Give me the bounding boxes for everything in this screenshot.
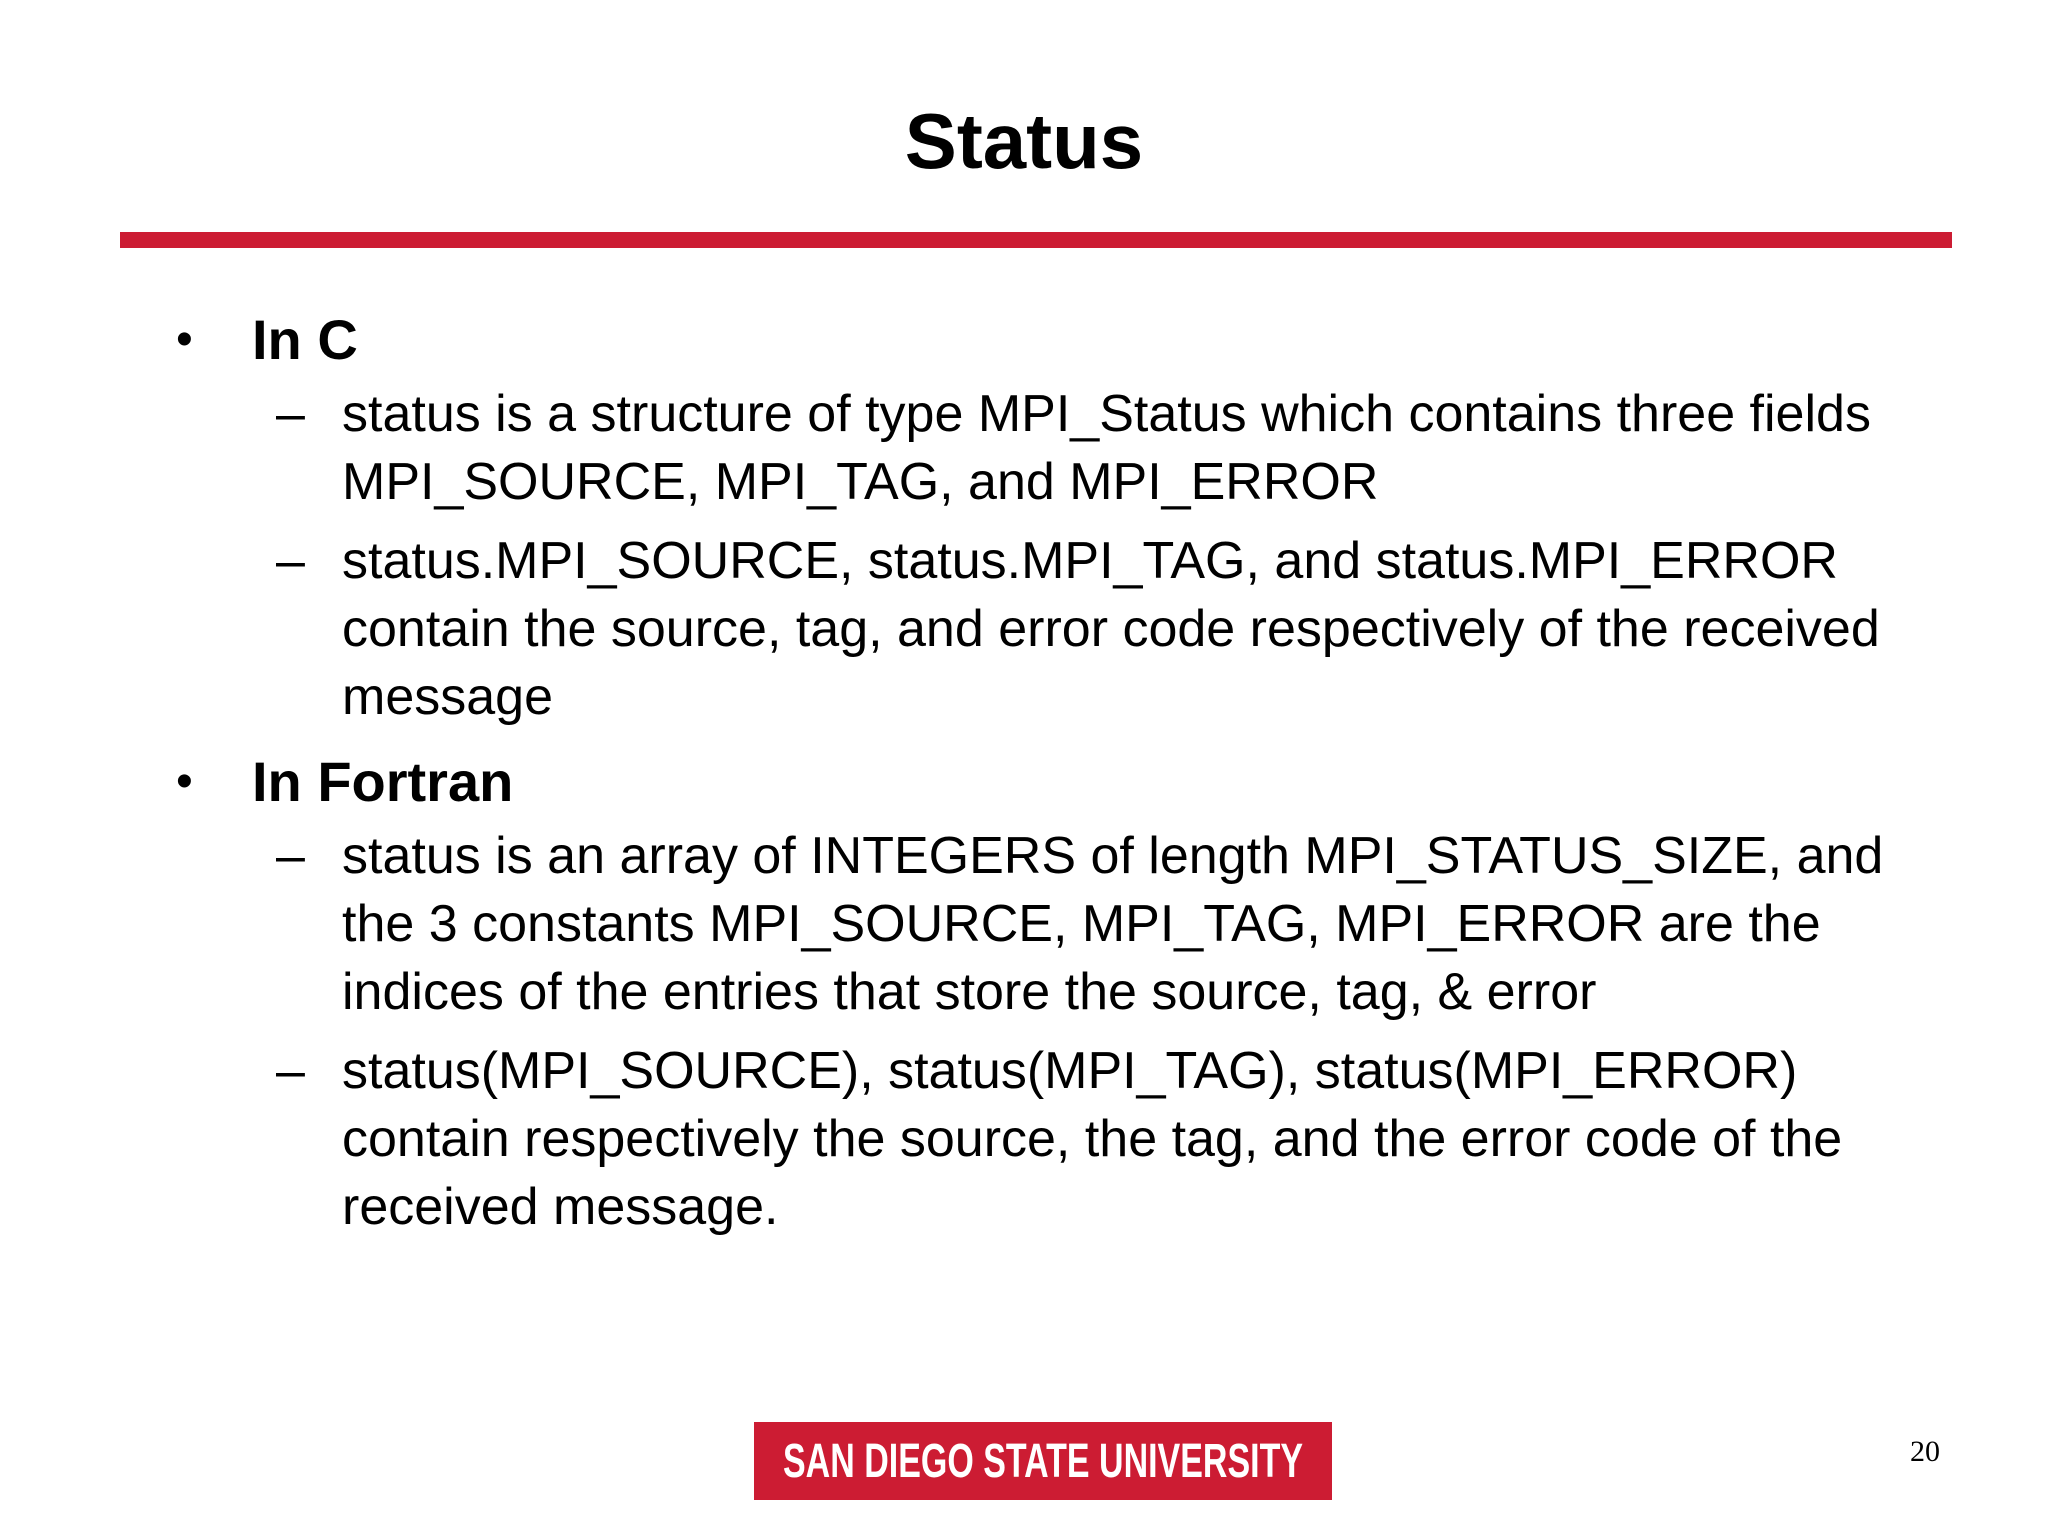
dash-marker: –	[276, 532, 305, 590]
sub-bullet-item	[0, 527, 2048, 731]
bullet-marker: •	[176, 755, 193, 808]
slide-content	[0, 300, 2048, 1252]
bullet-item	[0, 300, 2048, 380]
page-number: 20	[1910, 1435, 1940, 1468]
title-divider	[120, 232, 1952, 248]
sub-bullet-text: status(MPI_SOURCE), status(MPI_TAG), status(MPI_ERROR) contain respectively the source, the tag, and the error code of the received message.	[342, 1042, 1843, 1236]
logo-text: SAN DIEGO STATE UNIVERSITY	[783, 1435, 1303, 1488]
slide-title: Status	[904, 97, 1144, 185]
dash-marker: –	[276, 827, 305, 885]
sub-bullet-item	[0, 1037, 2048, 1241]
university-logo	[754, 1422, 1332, 1500]
bullet-heading-in-c: In C	[252, 308, 358, 371]
sub-bullet-item	[0, 822, 2048, 1026]
dash-marker: –	[276, 1042, 305, 1100]
bullet-item	[0, 742, 2048, 822]
sub-bullet-text: status is a structure of type MPI_Status which contains three fields MPI_SOURCE, MPI_TAG, and MPI_ERROR	[342, 385, 1871, 511]
bullet-heading-in-fortran: In Fortran	[252, 750, 514, 813]
sub-bullet-text: status.MPI_SOURCE, status.MPI_TAG, and status.MPI_ERROR contain the source, tag, and error code respectively of the received message	[342, 532, 1880, 726]
sub-bullet-text: status is an array of INTEGERS of length MPI_STATUS_SIZE, and the 3 constants MPI_SOURCE, MPI_TAG, MPI_ERROR are the indices of the entries that store the source, tag, & error	[342, 827, 1884, 1021]
bullet-marker: •	[176, 313, 193, 366]
sub-bullet-item	[0, 380, 2048, 516]
university-logo-wordmark	[773, 1431, 1313, 1491]
dash-marker: –	[276, 385, 305, 443]
